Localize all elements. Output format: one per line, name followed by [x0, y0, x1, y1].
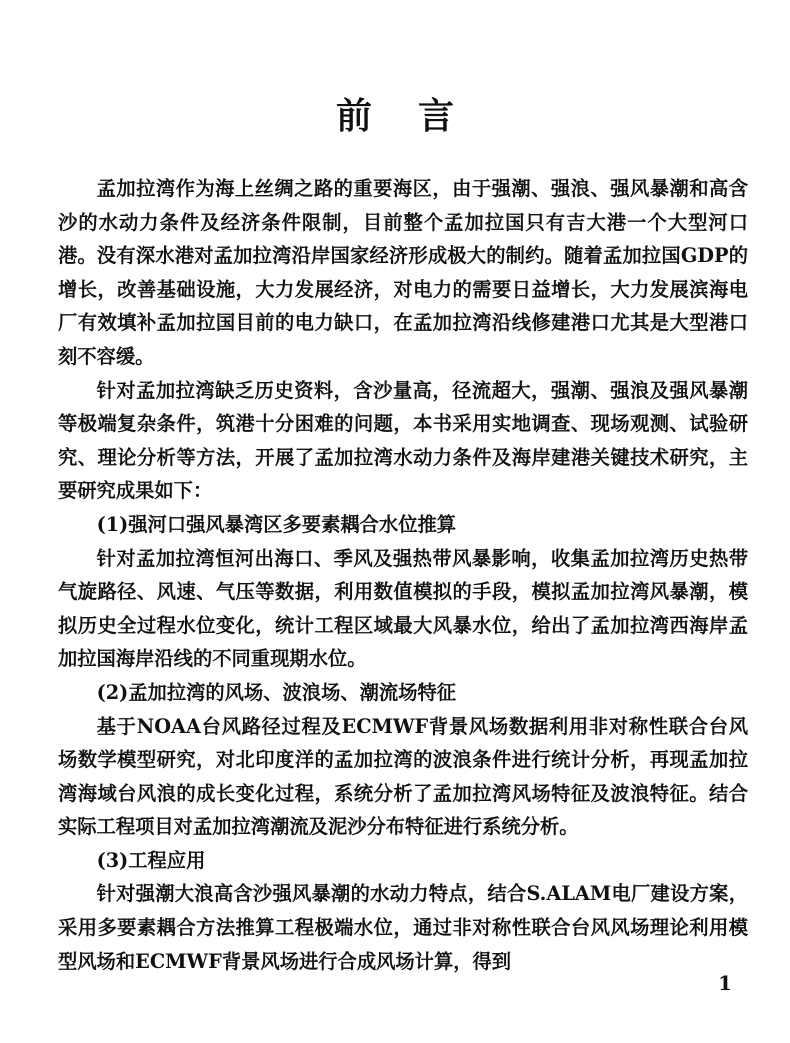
paragraph-section-3: 针对强潮大浪高含沙强风暴潮的水动力特点，结合S.ALAM电厂建设方案，采用多要素耦合方法推算工程极端水位，通过非对称性联合台风风场理论利用模型风场和ECMWF背景风场进行合成风场计算，得到 — [58, 882, 748, 973]
paragraph-intro: 孟加拉湾作为海上丝绸之路的重要海区，由于强潮、强浪、强风暴潮和高含沙的水动力条件及经济条件限制，目前整个孟加拉国只有吉大港一个大型河口港。没有深水港对孟加拉湾沿岸国家经济形成极大的制约。随着孟加拉国GDP的增长，改善基础设施，大力发展经济，对电力的需要日益增长，大力发展滨海电厂有效填补孟加拉国目前的电力缺口，在孟加拉湾沿线修建港口尤其是大型港口刻不容缓。 — [58, 177, 748, 368]
page-number: 1 — [718, 971, 732, 995]
section-heading-1: (1)强河口强风暴湾区多要素耦合水位推算 — [96, 512, 457, 536]
section-heading-3: (3)工程应用 — [96, 848, 206, 872]
paragraph-section-2: 基于NOAA台风路径过程及ECMWF背景风场数据利用非对称性联合台风场数学模型研究，对北印度洋的孟加拉湾的波浪条件进行统计分析，再现孟加拉湾海域台风浪的成长变化过程，系统分析了孟加拉湾风场特征及波浪特征。结合实际工程项目对孟加拉湾潮流及泥沙分布特征进行系统分析。 — [58, 714, 748, 839]
body-text — [58, 172, 748, 978]
page-title: 前言 — [335, 95, 500, 137]
section-heading-2: (2)孟加拉湾的风场、波浪场、潮流场特征 — [96, 680, 457, 704]
paragraph-section-1: 针对孟加拉湾恒河出海口、季风及强热带风暴影响，收集孟加拉湾历史热带气旋路径、风速、气压等数据，利用数值模拟的手段，模拟孟加拉湾风暴潮，模拟历史全过程水位变化，统计工程区域最大风暴水位，给出了孟加拉湾西海岸孟加拉国海岸沿线的不同重现期水位。 — [58, 546, 748, 671]
paragraph-research-summary: 针对孟加拉湾缺乏历史资料，含沙量高，径流超大，强潮、强浪及强风暴潮等极端复杂条件，筑港十分困难的问题，本书采用实地调查、现场观测、试验研究、理论分析等方法，开展了孟加拉湾水动力条件及海岸建港关键技术研究，主要研究成果如下： — [58, 378, 748, 503]
